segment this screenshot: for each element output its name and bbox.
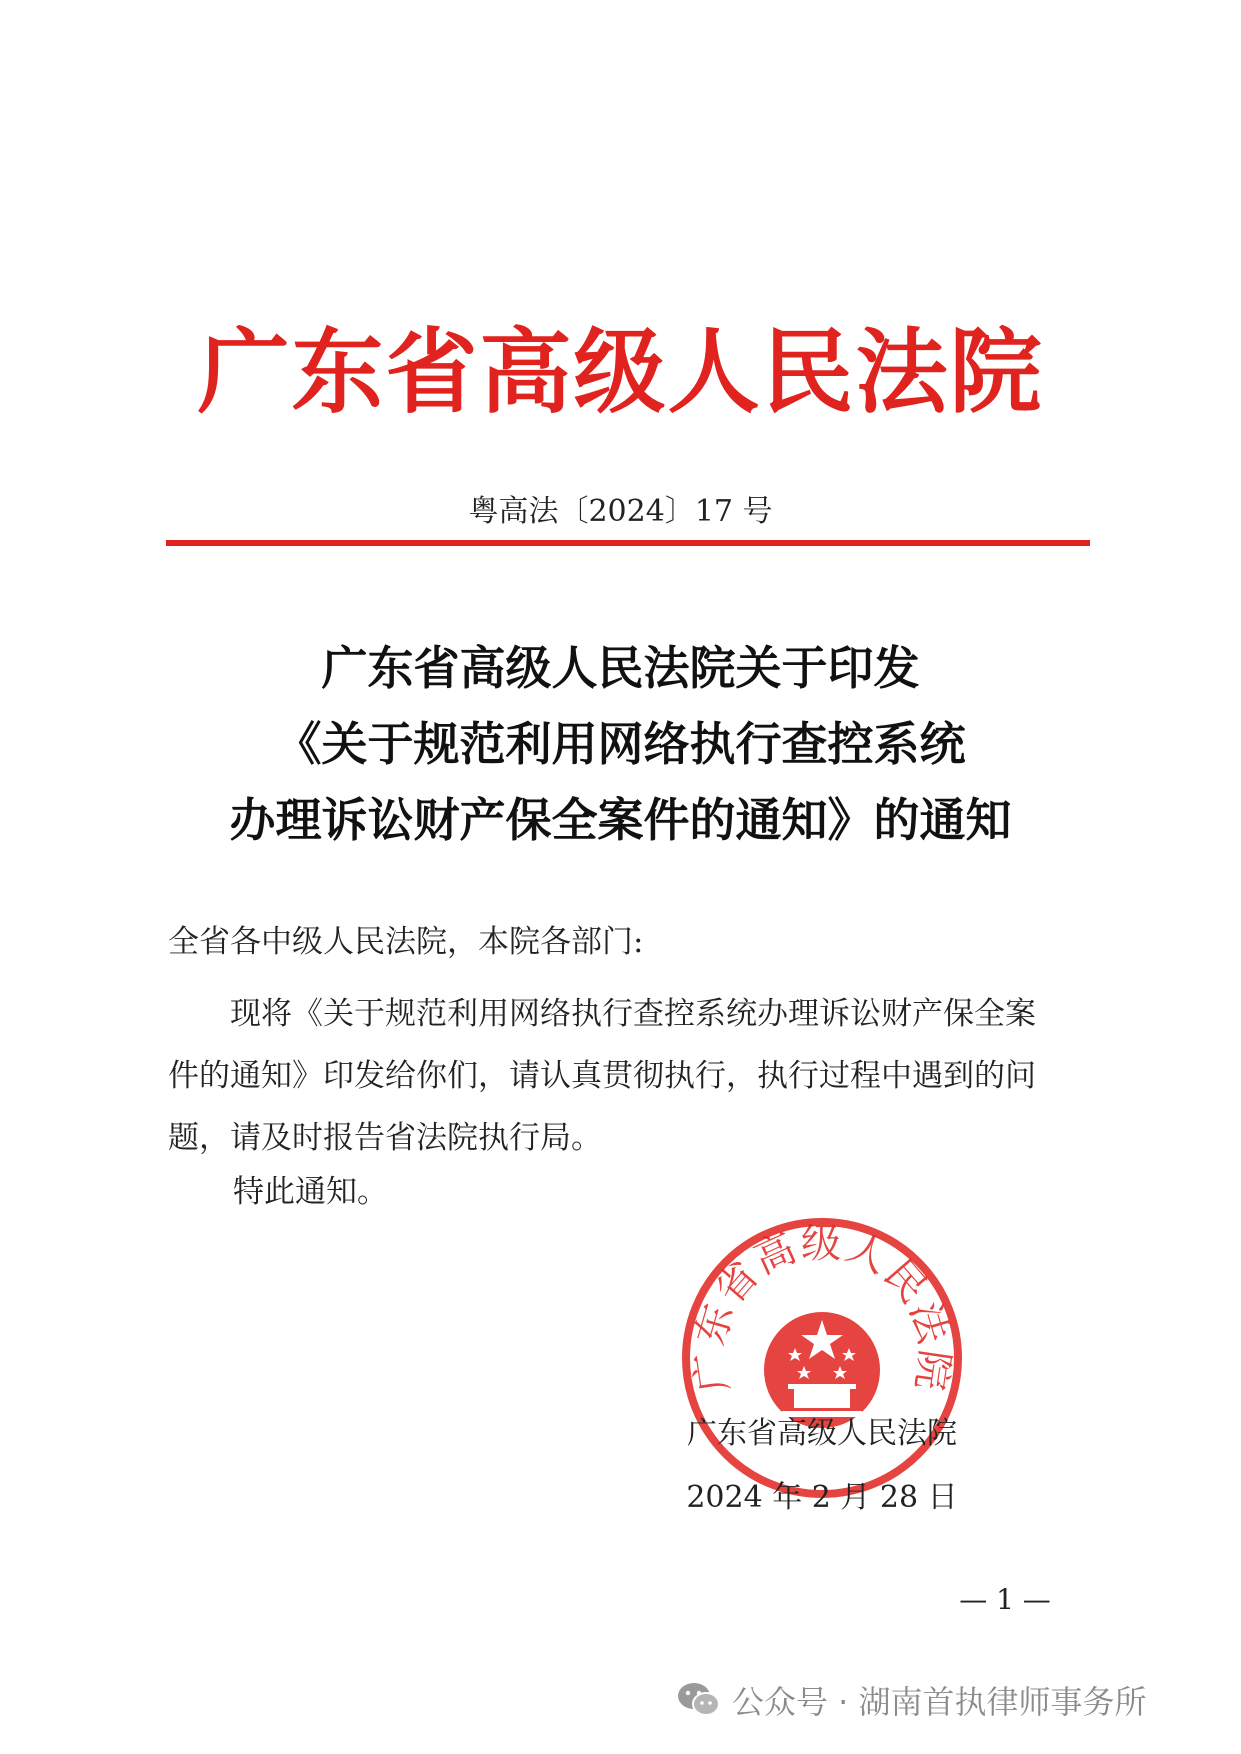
issuer-header: 广东省高级人民法院: [197, 319, 1044, 426]
body-line: 现将《关于规范利用网络执行查控系统办理诉讼财产保全案: [168, 996, 1036, 1032]
page-number: — 1 —: [959, 1583, 1051, 1616]
document-title: [0, 630, 1241, 858]
body-paragraph: [168, 983, 1098, 1169]
body-line: 件的通知》印发给你们，请认真贯彻执行，执行过程中遇到的问: [168, 1058, 1036, 1094]
signer-name: 广东省高级人民法院: [687, 1416, 957, 1451]
title-line: 广东省高级人民法院关于印发: [321, 641, 920, 695]
document-number: 粤高法〔2024〕17 号: [468, 494, 773, 529]
addressee: 全省各中级人民法院，本院各部门:: [168, 924, 644, 960]
wechat-icon: [676, 1680, 722, 1720]
signing-date: 2024 年 2 月 28 日: [686, 1480, 958, 1515]
red-divider-rule: [166, 540, 1090, 546]
body-line: 题，请及时报告省法院执行局。: [168, 1120, 602, 1156]
svg-text:广东省高级人民法院: 广东省高级人民法院: [686, 1220, 958, 1396]
title-line: 《关于规范利用网络执行查控系统: [275, 717, 966, 771]
closing-remark: 特此通知。: [233, 1174, 388, 1210]
title-line: 办理诉讼财产保全案件的通知》的通知: [229, 793, 1012, 847]
official-seal: [672, 1208, 972, 1508]
watermark: [676, 1674, 1147, 1726]
watermark-text: 公众号 · 湖南首执律师事务所: [732, 1683, 1147, 1721]
